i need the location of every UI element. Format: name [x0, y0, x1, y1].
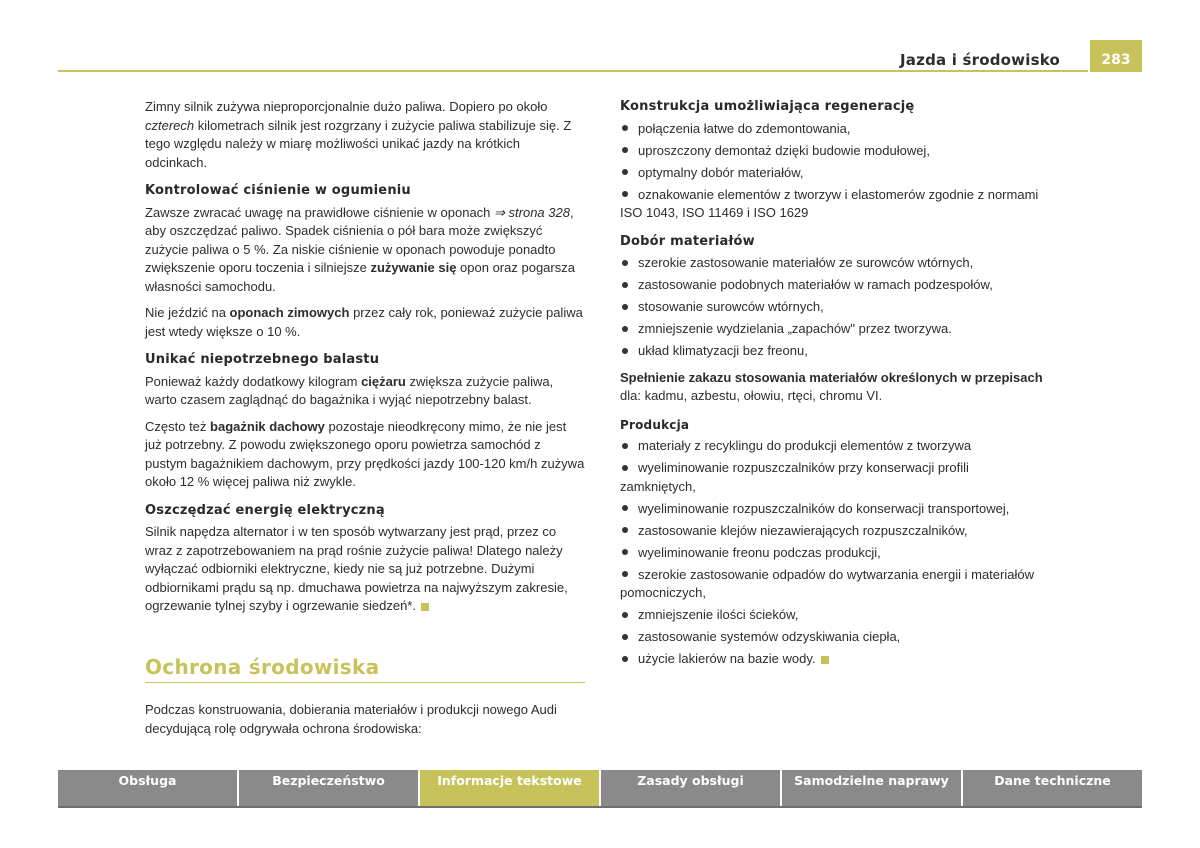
section-heading-production: Produkcja: [620, 417, 690, 432]
chapter-navigation-bar: [58, 770, 1142, 806]
bullet-icon: [622, 549, 628, 555]
list-item: wyeliminowanie rozpuszczalników przy konserwacji profili zamkniętych,: [620, 460, 969, 494]
section-title-environment: Ochrona środowiska: [145, 654, 380, 679]
bullet-icon: [622, 125, 628, 131]
page-reference-link[interactable]: ⇒ strona 328: [494, 204, 570, 220]
bullet-icon: [622, 612, 628, 618]
bullet-icon: [622, 348, 628, 354]
list-item: zmniejszenie ilości ścieków,: [620, 606, 1045, 625]
list-item: zastosowanie systemów odzyskiwania ciepła,: [620, 628, 1045, 647]
list-item: stosowanie surowców wtórnych,: [620, 298, 1045, 317]
tab-zasady-obslugi[interactable]: Zasady obsługi: [601, 770, 782, 806]
materials-list: [620, 254, 1045, 361]
bullet-icon: [622, 260, 628, 266]
roof-rack-paragraph: Często też bagażnik dachowy pozostaje nieodkręcony mimo, że nie jest już potrzebny. Z powodu zwiększonego oporu powietrza samochód z pustym bagażnikiem dachowym, przy prędkości jazdy 100-120 km/h zużywa około 12 % więcej paliwa niż zwykle.: [145, 418, 585, 489]
ballast-paragraph: Ponieważ każdy dodatkowy kilogram ciężaru zwiększa zużycie paliwa, warto czasem zaglądnąć do bagażnika i wyjąć niepotrzebny balast.: [145, 373, 554, 407]
tab-informacje-tekstowe[interactable]: Informacje tekstowe: [420, 770, 601, 806]
list-item: szerokie zastosowanie materiałów ze surowców wtórnych,: [620, 254, 1045, 273]
intro-paragraph: Zimny silnik zużywa nieproporcjonalnie dużo paliwa. Dopiero po około czterech kilometrach silnik jest rozgrzany i zużycie paliwa stabilizuje się. Z tego względu należy w miarę możliwości unikać jazdy na krótkich odcinkach.: [145, 99, 572, 170]
tire-pressure-paragraph: Zawsze zwracać uwagę na prawidłowe ciśnienie w oponach ⇒ strona 328, aby oszczędzać paliwo. Spadek ciśnienia o pół bara może zwiększyć zużycie paliwa o 5 %. Za niskie ciśnienie w oponach powoduje ponadto zwiększenie oporu toczenia i silniejsze zużywanie się opon oraz pogarsza własności samochodu.: [145, 204, 575, 294]
regulations-note: Spełnienie zakazu stosowania materiałów określonych w przepisach dla: kadmu, azbestu, ołowiu, rtęci, chromu VI.: [620, 369, 1043, 403]
bullet-icon: [622, 656, 628, 662]
list-item: układ klimatyzacji bez freonu,: [620, 342, 1045, 361]
production-list: [620, 437, 1045, 669]
list-item: uproszczony demontaż dzięki budowie modułowej,: [620, 142, 1045, 161]
section-heading-ballast: Unikać niepotrzebnego balastu: [145, 352, 380, 367]
section-heading-materials: Dobór materiałów: [620, 233, 755, 249]
list-item: użycie lakierów na bazie wody.: [620, 650, 1045, 669]
electric-energy-paragraph: Silnik napędza alternator i w ten sposób wytwarzany jest prąd, przez co wraz z zapotrzebowaniem na prąd rośnie zużycie paliwa! Dlatego należy wyłączać odbiorniki elektryczne, kiedy nie są już potrzebne. Dużymi odbiornikami prądu są np. dmuchawa powietrza na najwyższym zakresie, ogrzewanie tylnej szyby i ogrzewanie siedzeń*.: [145, 524, 568, 613]
winter-tires-paragraph: Nie jeździć na oponach zimowych przez cały rok, ponieważ zużycie paliwa jest wtedy większe o 10 %.: [145, 305, 583, 339]
section-title-rule: [145, 682, 585, 683]
section-heading-electric-energy: Oszczędzać energię elektryczną: [145, 502, 385, 518]
bullet-icon: [622, 505, 628, 511]
bullet-icon: [622, 191, 628, 197]
right-column: [620, 98, 1045, 677]
left-column: [145, 98, 585, 746]
regeneration-list: [620, 120, 1045, 223]
bullet-icon: [622, 169, 628, 175]
list-item: wyeliminowanie freonu podczas produkcji,: [620, 544, 1045, 563]
bullet-icon: [622, 147, 628, 153]
list-item: połączenia łatwe do zdemontowania,: [620, 120, 1045, 139]
bullet-icon: [622, 282, 628, 288]
tab-obsluga[interactable]: Obsługa: [58, 770, 239, 806]
bullet-icon: [622, 465, 628, 471]
page-number: 283: [1090, 40, 1142, 72]
list-item: materiały z recyklingu do produkcji elementów z tworzywa: [620, 437, 1045, 456]
bullet-icon: [622, 634, 628, 640]
list-item: oznakowanie elementów z tworzyw i elastomerów zgodnie z normami ISO 1043, ISO 11469 i ISO 1629: [620, 186, 1039, 220]
page-header-title: Jazda i środowisko: [900, 51, 1060, 69]
bullet-icon: [622, 571, 628, 577]
bullet-icon: [622, 326, 628, 332]
bullet-icon: [622, 443, 628, 449]
bullet-icon: [622, 304, 628, 310]
list-item: optymalny dobór materiałów,: [620, 164, 1045, 183]
tab-dane-techniczne[interactable]: Dane techniczne: [963, 770, 1142, 806]
bullet-icon: [622, 527, 628, 533]
header-rule: [58, 70, 1088, 72]
tab-bezpieczenstwo[interactable]: Bezpieczeństwo: [239, 770, 420, 806]
list-item: zmniejszenie wydzielania „zapachów" przez tworzywa.: [620, 320, 1045, 339]
tab-samodzielne-naprawy[interactable]: Samodzielne naprawy: [782, 770, 963, 806]
environment-intro-paragraph: Podczas konstruowania, dobierania materiałów i produkcji nowego Audi decydującą rolę odgrywała ochrona środowiska:: [145, 702, 557, 736]
end-of-section-marker: [421, 603, 429, 611]
list-item: zastosowanie podobnych materiałów w ramach podzespołów,: [620, 276, 1045, 295]
list-item: zastosowanie klejów niezawierających rozpuszczalników,: [620, 522, 1045, 541]
list-item: szerokie zastosowanie odpadów do wytwarzania energii i materiałów pomocniczych,: [620, 566, 1034, 600]
list-item: wyeliminowanie rozpuszczalników do konserwacji transportowej,: [620, 500, 1045, 519]
section-heading-regeneration: Konstrukcja umożliwiająca regenerację: [620, 99, 915, 114]
navigation-bottom-rule: [58, 806, 1142, 808]
end-of-section-marker: [821, 656, 829, 664]
section-heading-tire-pressure: Kontrolować ciśnienie w ogumieniu: [145, 183, 411, 198]
